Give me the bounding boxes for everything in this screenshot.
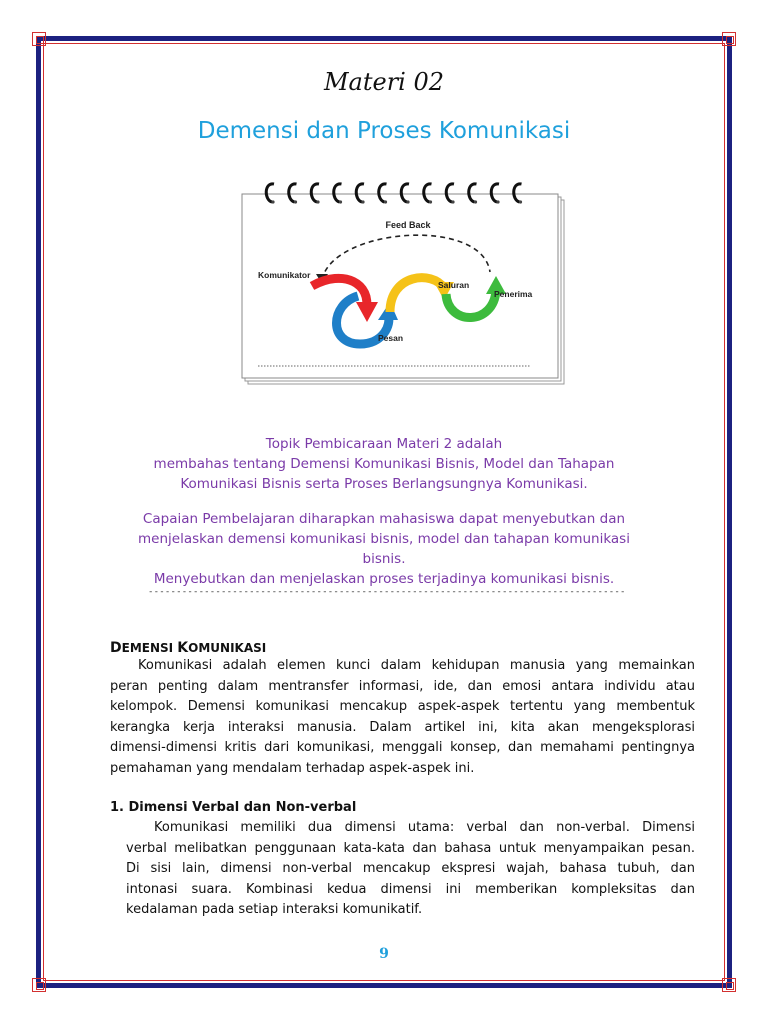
goal-line: menjelaskan demensi komunikasi bisnis, model dan tahapan komunikasi bisnis.: [138, 531, 630, 567]
topic-block: [120, 434, 648, 494]
ring-hole: [474, 200, 477, 203]
paragraph-line: kerangka kerja interaksi manusia. Dalam artikel ini, kita akan mengeksplorasi: [110, 719, 695, 735]
notebook-illustration: [232, 176, 572, 388]
feedback-label: Feed Back: [385, 220, 431, 230]
section-paragraph: [110, 656, 695, 780]
saluran-label: Saluran: [438, 280, 470, 290]
topic-line: membahas tentang Demensi Komunikasi Bisnis, Model dan Tahapan: [153, 456, 615, 472]
goal-line: Menyebutkan dan menjelaskan proses terjadinya komunikasi bisnis.: [153, 571, 615, 587]
paragraph-line: Komunikasi adalah elemen kunci dalam kehidupan manusia yang memainkan: [138, 658, 695, 673]
paragraph-line: dimensi-dimensi kritis dari komunikasi, menggali konsep, dan memahami pentingnya: [110, 740, 695, 756]
ring-hole: [316, 200, 319, 203]
ring-hole: [384, 200, 387, 203]
goal-line: Capaian Pembelajaran diharapkan mahasiswa dapat menyebutkan dan: [142, 511, 626, 527]
ring-hole: [339, 200, 342, 203]
materi-title: Materi 02: [323, 68, 445, 96]
ring-hole: [294, 200, 297, 203]
corner-ornament-top-left: [32, 32, 46, 46]
topic-line: Komunikasi Bisnis serta Proses Berlangsungnya Komunikasi.: [180, 476, 588, 492]
pesan-label: Pesan: [378, 333, 404, 343]
paragraph-line: pemahaman yang mendalam terhadap aspek-aspek ini.: [110, 760, 475, 776]
paragraph-line: intonasi suara. Kombinasi kedua dimensi ini memberikan kompleksitas dan: [126, 881, 695, 897]
communication-process-diagram: [232, 176, 572, 388]
dashed-divider: -------------------------------------------------------------------------------------: [148, 587, 626, 597]
section-heading: DEMENSI KOMUNIKASI: [110, 640, 267, 656]
subsection-paragraph: [126, 818, 695, 921]
topic-line: Topik Pembicaraan Materi 2 adalah: [265, 436, 503, 452]
corner-ornament-bottom-left: [32, 978, 46, 992]
ring-hole: [406, 200, 409, 203]
page-title: Demensi dan Proses Komunikasi: [197, 118, 571, 144]
subsection-heading: 1. Dimensi Verbal dan Non-verbal: [110, 800, 357, 815]
penerima-label: Penerima: [494, 289, 533, 299]
ring-hole: [429, 200, 432, 203]
paragraph-line: Di sisi lain, dimensi non-verbal mencakup ekspresi wajah, bahasa tubuh, dan: [126, 861, 695, 877]
paragraph-line: kedalaman pada setiap interaksi komunikatif.: [126, 902, 423, 918]
learning-goal-block: [120, 509, 648, 589]
corner-ornament-bottom-right: [722, 978, 736, 992]
paragraph-line: Komunikasi memiliki dua dimensi utama: verbal dan non-verbal. Dimensi: [154, 820, 695, 835]
komunikator-label: Komunikator: [258, 270, 311, 280]
paragraph-line: verbal melibatkan penggunaan kata-kata dan bahasa untuk menyampaikan pesan.: [126, 840, 695, 856]
paragraph-line: kelompok. Demensi komunikasi mencakup aspek-aspek tertentu yang membentuk: [110, 699, 695, 715]
paragraph-line: peran penting dalam mentransfer informasi, ide, dan emosi antara individu atau: [110, 678, 695, 694]
ring-hole: [519, 200, 522, 203]
ring-hole: [451, 200, 454, 203]
page-number: 9: [379, 946, 389, 962]
ring-hole: [496, 200, 499, 203]
corner-ornament-top-right: [722, 32, 736, 46]
ring-hole: [361, 200, 364, 203]
ring-hole: [271, 200, 274, 203]
